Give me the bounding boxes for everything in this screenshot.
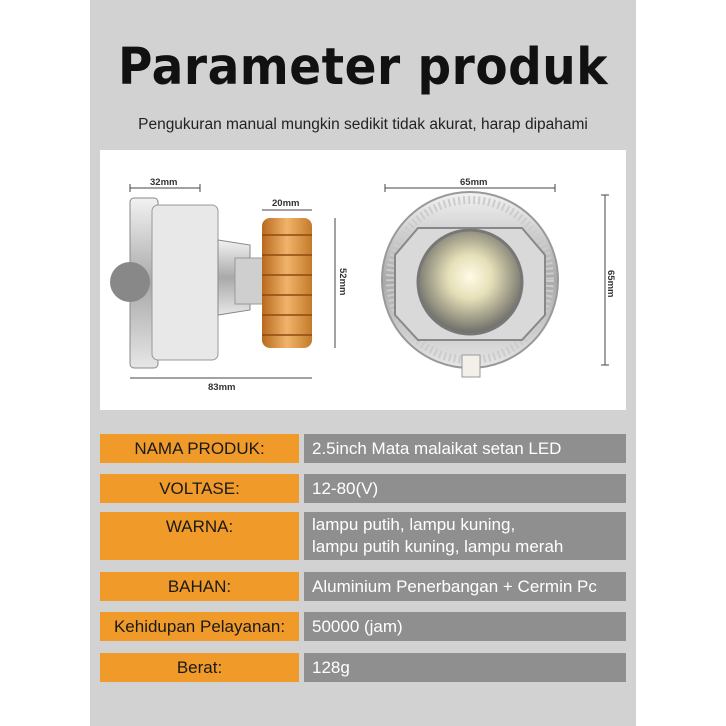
dim-front-height: 65mm [605, 270, 616, 298]
dim-front-width: 65mm [460, 177, 488, 188]
spec-label: BAHAN: [100, 572, 299, 601]
spec-value: 128g [304, 653, 626, 682]
spec-row-service-life [100, 612, 626, 641]
product-diagram [100, 150, 626, 410]
front-view [382, 177, 616, 377]
dim-heatsink-width: 20mm [272, 198, 300, 209]
spec-label: NAMA PRODUK: [100, 434, 299, 463]
spec-row-voltage [100, 474, 626, 503]
spec-value: 50000 (jam) [304, 612, 626, 641]
page-subtitle: Pengukuran manual mungkin sedikit tidak akurat, harap dipahami [138, 116, 588, 133]
spec-label: Berat: [100, 653, 299, 682]
spec-value: 12-80(V) [304, 474, 626, 503]
spec-value-line-2: lampu putih kuning, lampu merah [312, 537, 564, 556]
dim-total-length: 83mm [208, 382, 236, 393]
dim-side-height: 52mm [337, 268, 348, 296]
spec-value [304, 512, 626, 560]
heatsink-side [262, 218, 312, 348]
spec-row-material [100, 572, 626, 601]
spec-label: VOLTASE: [100, 474, 299, 503]
spec-label: Kehidupan Pelayanan: [100, 612, 299, 641]
dim-side-width: 32mm [150, 177, 178, 188]
page-title: Parameter produk [117, 37, 608, 98]
spec-label: WARNA: [100, 512, 299, 560]
spec-row-product-name [100, 434, 626, 463]
product-photo [100, 150, 626, 410]
side-view [110, 177, 348, 393]
spec-value: Aluminium Penerbangan + Cermin Pc [304, 572, 626, 601]
spec-value-line-1: lampu putih, lampu kuning, [312, 515, 516, 534]
spec-row-color [100, 512, 626, 560]
spec-row-weight [100, 653, 626, 682]
spec-value: 2.5inch Mata malaikat setan LED [304, 434, 626, 463]
